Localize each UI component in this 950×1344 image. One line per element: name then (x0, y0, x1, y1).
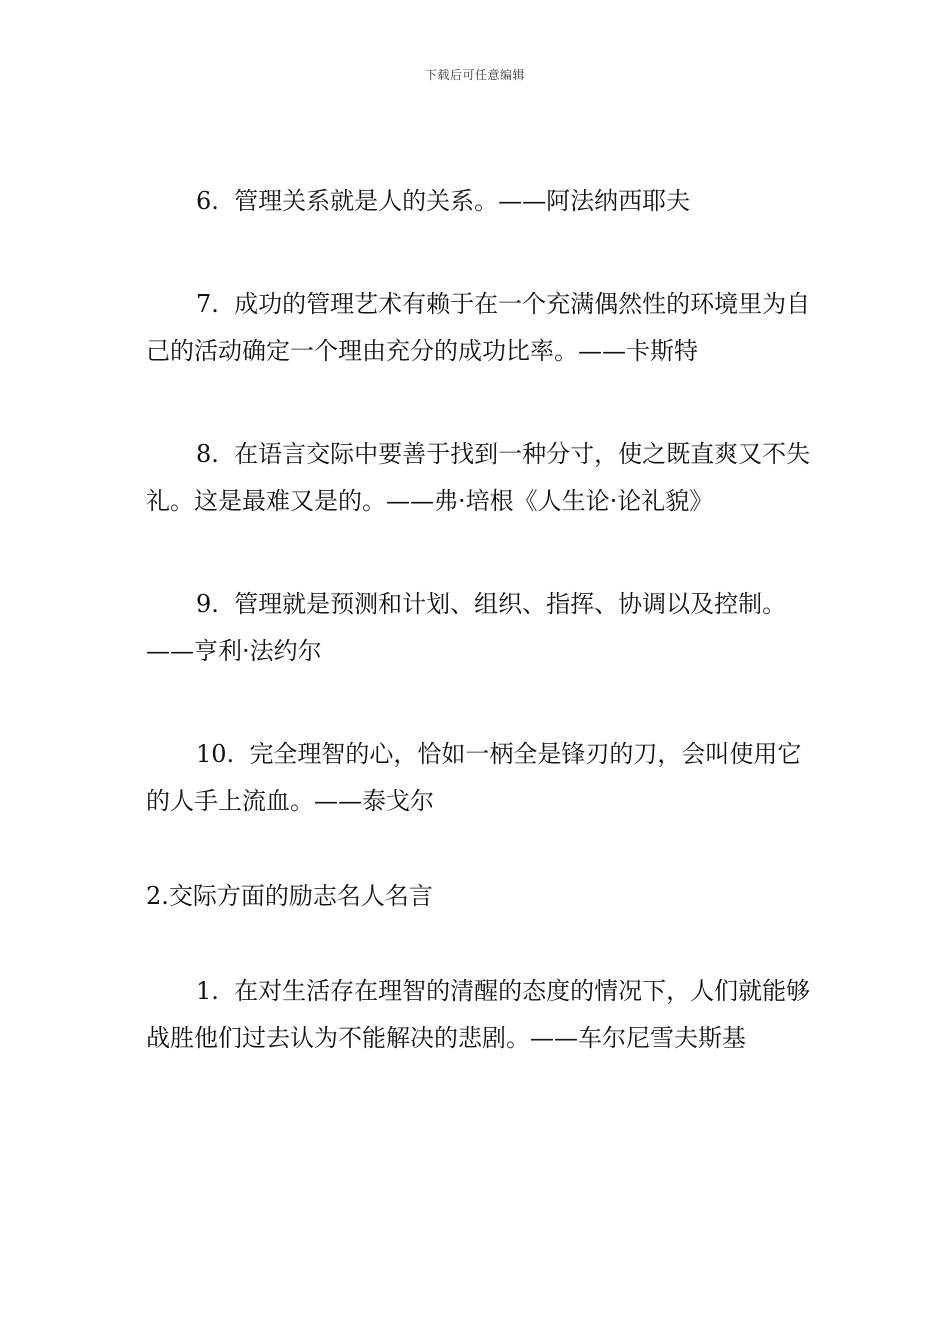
quote-number: 10. (196, 740, 235, 768)
quote-section2-1 (146, 968, 822, 1062)
quote-6 (146, 178, 822, 225)
page-header-note: 下载后可任意编辑 (424, 68, 525, 82)
quote-9 (146, 581, 822, 675)
quote-number: 9. (196, 590, 219, 618)
quote-text: 成功的管理艺术有赖于在一个充满偶然性的环境里为自己的活动确定一个理由充分的成功比率。——卡斯特 (146, 290, 811, 365)
quote-text: 在语言交际中要善于找到一种分寸，使之既直爽又不失礼。这是最难又是的。——弗·培根《人生论·论礼貌》 (146, 440, 811, 515)
quote-number: 8. (196, 440, 219, 468)
quote-8 (146, 431, 822, 525)
quote-number: 6. (196, 187, 219, 215)
quote-number: 7. (196, 290, 219, 318)
quote-text: 管理关系就是人的关系。——阿法纳西耶夫 (234, 187, 691, 215)
section-heading: 2.交际方面的励志名人名言 (146, 882, 433, 910)
quote-text: 完全理智的心，恰如一柄全是锋刃的刀，会叫使用它的人手上流血。——泰戈尔 (146, 740, 802, 815)
quote-number: 1. (196, 977, 219, 1005)
quote-7 (146, 281, 822, 375)
quote-10 (146, 731, 822, 825)
quote-text: 管理就是预测和计划、组织、指挥、协调以及控制。——亨利·法约尔 (146, 590, 787, 665)
document-body (146, 178, 822, 1062)
quote-text: 在对生活存在理智的清醒的态度的情况下，人们就能够战胜他们过去认为不能解决的悲剧。——车尔尼雪夫斯基 (146, 977, 811, 1052)
